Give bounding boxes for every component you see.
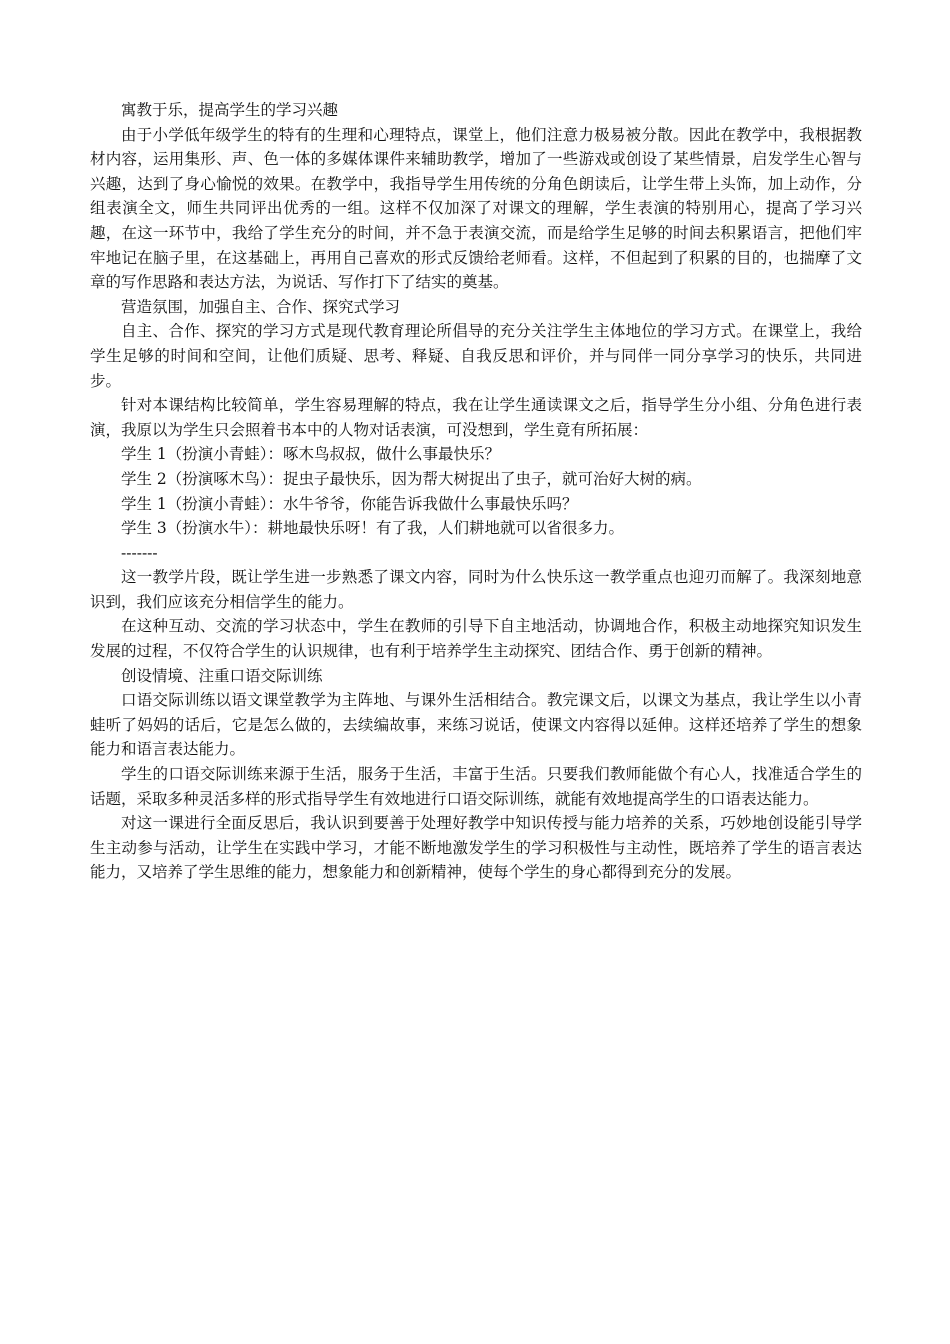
section-heading-2: 营造氛围，加强自主、合作、探究式学习 xyxy=(121,297,401,316)
dialog-line-4: 学生 3（扮演水牛）：耕地最快乐呀！有了我，人们耕地就可以省很多力。 xyxy=(121,519,625,538)
dialog-line-3: 学生 1（扮演小青蛙）：水牛爷爷，你能告诉我做什么事最快乐吗？ xyxy=(121,494,578,513)
paragraph-8: 对这一课进行全面反思后，我认识到要善于处理好教学中知识传授与能力培养的关系，巧妙地创设能引导学生主动参与活动，让学生在实践中学习，才能不断地激发学生的学习积极性与主动性，既培养了学生的语言表达能力，又培养了学生思维的能力，想象能力和创新精神，使每个学生的身心都得到充分的发展。 xyxy=(90,814,862,882)
section-heading-3: 创设情境、注重口语交际训练 xyxy=(121,666,323,685)
section-heading-1: 寓教于乐，提高学生的学习兴趣 xyxy=(121,101,339,119)
dialog-line-2: 学生 2（扮演啄木鸟）：捉虫子最快乐，因为帮大树捉出了虫子，就可治好大树的病。 xyxy=(121,469,702,488)
paragraph-1: 由于小学低年级学生的特有的生理和心理特点，课堂上，他们注意力极易被分散。因此在教学中，我根据教材内容，运用集形、声、色一体的多媒体课件来辅助教学，增加了一些游戏或创设了某些情景，启发学生心智与兴趣，达到了身心愉悦的效果。在教学中，我指导学生用传统的分角色朗读后，让学生带上头饰，加上动作，分组表演全文，师生共同评出优秀的一组。这样不仅加深了对课文的理解，学生表演的特别用心，提高了学习兴趣，在这一环节中，我给了学生充分的时间，并不急于表演交流，而是给学生足够的时间去积累语言，把他们牢牢地记在脑子里，在这基础上，再用自己喜欢的形式反馈给老师看。这样，不但起到了积累的目的，也揣摩了文章的写作思路和表达方法，为说话、写作打下了结实的奠基。 xyxy=(90,125,862,292)
paragraph-5: 在这种互动、交流的学习状态中，学生在教师的引导下自主地活动，协调地合作，积极主动地探究知识发生发展的过程，不仅符合学生的认识规律，也有利于培养学生主动探究、团结合作、勇于创新的精神。 xyxy=(90,617,862,661)
dialog-line-1: 学生 1（扮演小青蛙）：啄木鸟叔叔，做什么事最快乐？ xyxy=(121,445,501,464)
paragraph-3: 针对本课结构比较简单，学生容易理解的特点，我在让学生通读课文之后，指导学生分小组、分角色进行表演，我原以为学生只会照着书本中的人物对话表演，可没想到，学生竟有所拓展： xyxy=(90,396,862,439)
document-body xyxy=(90,98,862,885)
paragraph-6: 口语交际训练以语文课堂教学为主阵地、与课外生活相结合。教完课文后，以课文为基点，我让学生以小青蛙听了妈妈的话后，它是怎么做的，去续编故事，来练习说话，使课文内容得以延伸。这样还培养了学生的想象能力和语言表达能力。 xyxy=(90,691,862,759)
dialog-separator: ------- xyxy=(121,543,158,562)
paragraph-2: 自主、合作、探究的学习方式是现代教育理论所倡导的充分关注学生主体地位的学习方式。在课堂上，我给学生足够的时间和空间，让他们质疑、思考、释疑、自我反思和评价，并与同伴一同分享学习的快乐，共同进步。 xyxy=(90,322,862,390)
paragraph-4: 这一教学片段，既让学生进一步熟悉了课文内容，同时为什么快乐这一教学重点也迎刃而解了。我深刻地意识到，我们应该充分相信学生的能力。 xyxy=(90,568,862,611)
paragraph-7: 学生的口语交际训练来源于生活，服务于生活，丰富于生活。只要我们教师能做个有心人，找准适合学生的话题，采取多种灵活多样的形式指导学生有效地进行口语交际训练，就能有效地提高学生的口语表达能力。 xyxy=(90,765,862,808)
